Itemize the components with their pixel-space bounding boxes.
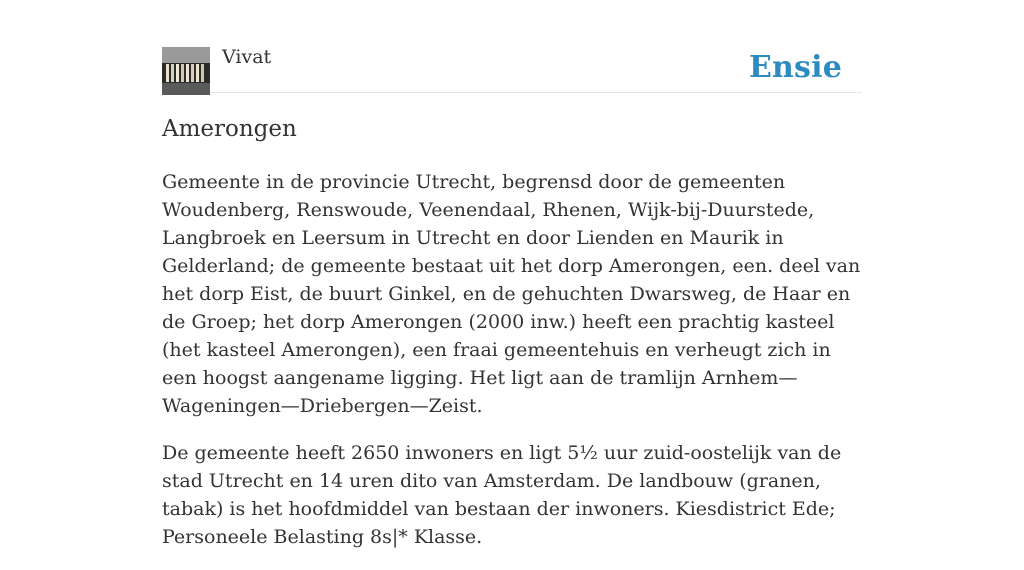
book-spines-avatar-icon [162, 47, 210, 95]
page-header [162, 0, 862, 93]
article-body [162, 168, 862, 570]
page-title: Amerongen [162, 116, 297, 142]
author-name[interactable]: Vivat [222, 46, 272, 68]
article-paragraph: De gemeente heeft 2650 inwoners en ligt 5½ uur zuid-oostelijk van de stad Utrecht en 14 uren dito van Amsterdam. De landbouw (granen, tabak) is het hoofdmiddel van bestaan der inwoners. Kiesdistrict Ede; Personeele Belasting 8s|* Klasse. [162, 442, 842, 548]
article-paragraph: Gemeente in de provincie Utrecht, begrensd door de gemeenten Woudenberg, Renswoude, Veenendaal, Rhenen, Wijk-bij-Duurstede, Langbroek en Leersum in Utrecht en door Lienden en Maurik in Gelderland; de gemeente bestaat uit het dorp Amerongen, een. deel van het dorp Eist, de buurt Ginkel, en de gehuchten Dwarsweg, de Haar en de Groep; het dorp Amerongen (2000 inw.) heeft een prachtig kasteel (het kasteel Amerongen), een fraai gemeentehuis en verheugt zich in een hoogst aangename ligging. Het ligt aan de tramlijn Arnhem—Wageningen—Driebergen—Zeist. [162, 171, 861, 417]
ensie-logo[interactable]: Ensie [748, 50, 842, 85]
article-page [162, 0, 862, 548]
avatar[interactable] [162, 47, 210, 95]
